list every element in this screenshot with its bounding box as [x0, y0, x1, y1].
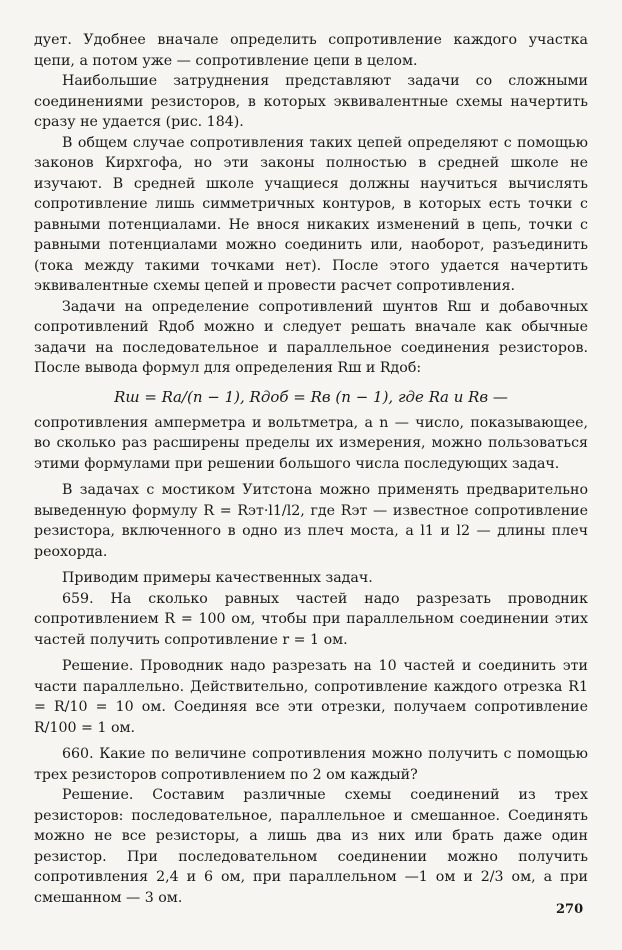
paragraph-7: Приводим примеры качественных задач. [62, 570, 373, 586]
paragraph-6: В задачах с мостиком Уитстона можно применять предварительно выведенную формулу R = Rэт·l1/l2, где Rэт — известное сопротивление резистора, включенного в одно из плеч моста, а l1 и l2 — длины плеч реохорда. [34, 482, 588, 560]
paragraph-5: сопротивления амперметра и вольтметра, а n — число, показывающее, во сколько раз расширены пределы их измерения, можно пользоваться этими формулами при решении большого числа последующих задач. [34, 414, 588, 472]
problem-660: 660. Какие по величине сопротивления можно получить с помощью трех резисторов сопротивлением по 2 ом каждый? [34, 746, 588, 783]
paragraph-3: В общем случае сопротивления таких цепей определяют с помощью законов Кирхгофа, но эти законы полностью в средней школе не изучают. В средней школе учащиеся должны научиться вычислять сопротивление лишь симметричных контуров, в которых есть точки с равными потенциалами. Не внося никаких изменений в цепь, точки с равными потенциалами можно соединить или, наоборот, разъединить (тока между такими точками нет). После этого удается начертить эквивалентные схемы цепей и провести расчет сопротивления. [34, 134, 588, 294]
paragraph-4: Задачи на определение сопротивлений шунтов Rш и добавочных сопротивлений Rдоб можно и следует решать вначале как обычные задачи на последовательное и параллельное соединения резисторов. После вывода формул для определения Rш и Rдоб: [34, 298, 588, 376]
shunt-formula: Rш = Rа/(n − 1), Rдоб = Rв (n − 1), где Rа и Rв — [114, 387, 508, 406]
problem-659: 659. На сколько равных частей надо разрезать проводник сопротивлением R = 100 ом, чтобы при параллельном соединении этих частей получить сопротивление r = 1 ом. [34, 590, 588, 648]
paragraph-2: Наибольшие затруднения представляют задачи со сложными соединениями резисторов, в которых эквивалентные схемы начертить сразу не удается (рис. 184). [34, 73, 588, 130]
book-page [34, 30, 588, 908]
paragraph-1: дует. Удобнее вначале определить сопротивление каждого участка цепи, а потом уже — сопротивление цепи в целом. [34, 32, 588, 69]
solution-659: Решение. Проводник надо разрезать на 10 частей и соединить эти части параллельно. Действительно, сопротивление каждого отрезка R1 = R/10 = 10 ом. Соединяя все эти отрезки, получаем сопротивление R/100 = 1 ом. [34, 658, 588, 736]
solution-660: Решение. Составим различные схемы соединений из трех резисторов: последовательное, параллельное и смешанное. Соединять можно не все резисторы, а лишь два из них или брать даже один резистор. При последовательном соединении можно получить сопротивления 2,4 и 6 ом, при параллельном —1 ом и 2/3 ом, а при смешанном — 3 ом. [34, 787, 588, 906]
page-number: 270 [556, 902, 584, 917]
